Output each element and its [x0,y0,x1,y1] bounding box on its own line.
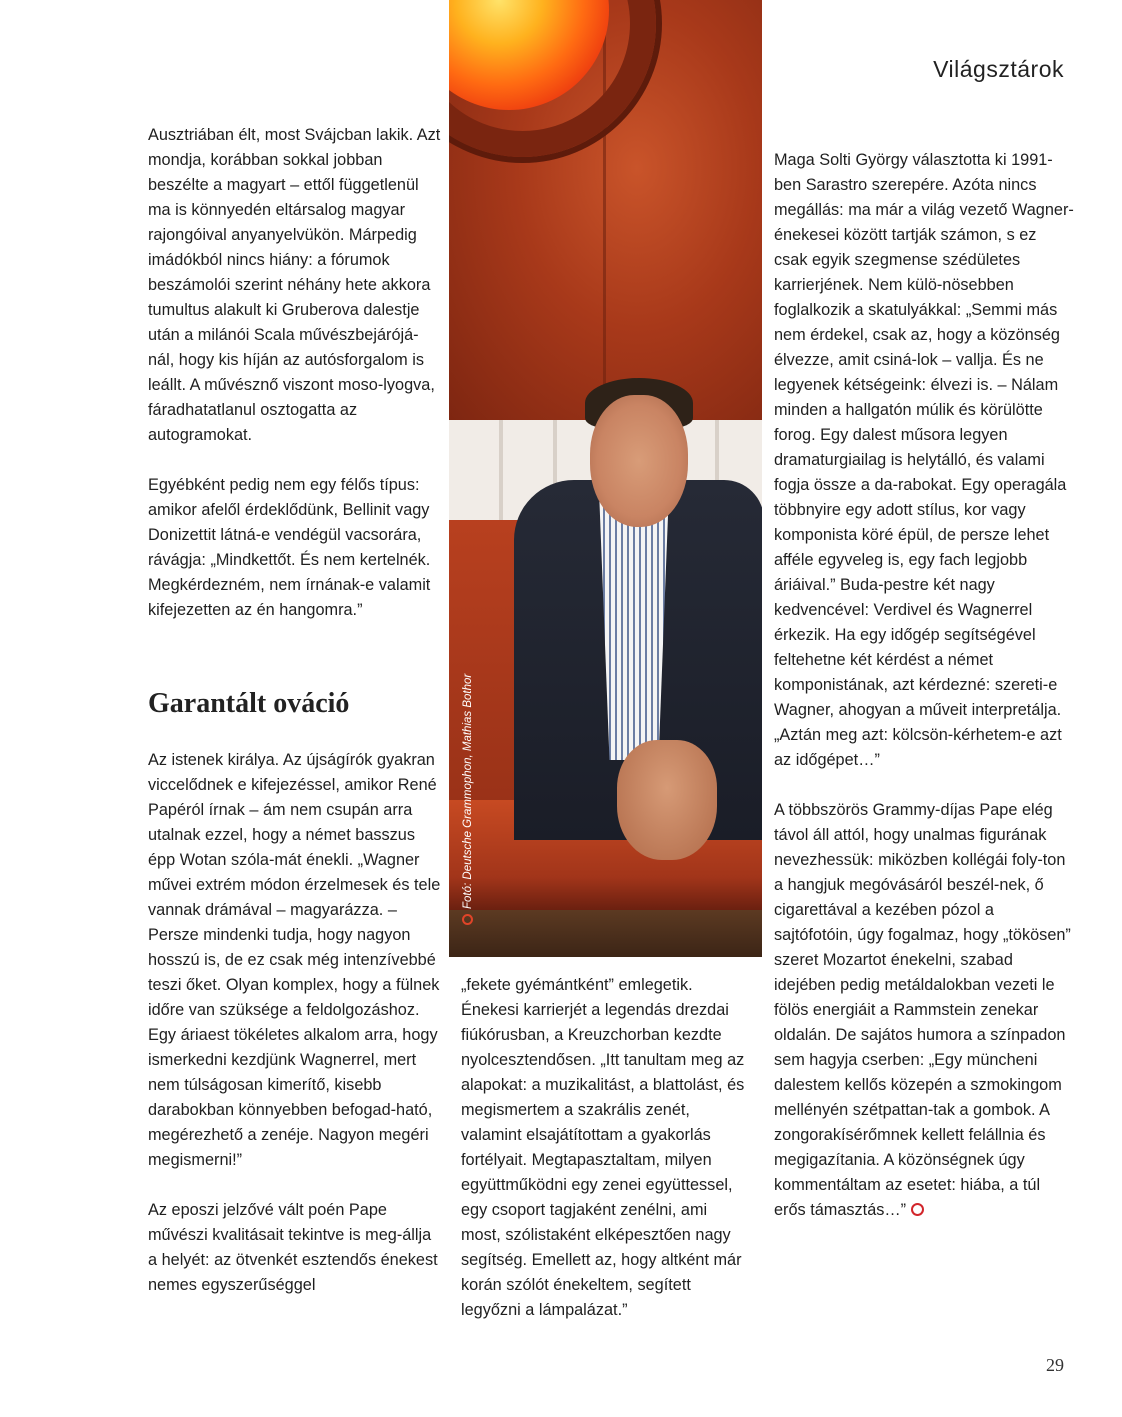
right-column [774,148,1074,1223]
end-mark-icon [911,1203,924,1216]
paragraph: Egyébként pedig nem egy félős típus: amikor afelől érdeklődünk, Bellinit vagy Donizettit látná-e vendégül vacsorára, rávágja: „Mindkettőt. És nem kertelnék. Megkérdezném, nem írnának-e valamit kifejezetten az én hangomra.” [148,476,431,619]
paragraph: Maga Solti György választotta ki 1991-ben Sarastro szerepére. Azóta nincs megállás: ma már a világ vezető Wagner-énekesei között tartják számon, s ez csak egyik szegmense szédületes karrierjének. Nem külö-nösebben foglalkozik a skatulyákkal: „Semmi más nem érdekel, csak az, hogy a közönség élvezze, amit csiná-lok – vallja. És ne legyenek kétségeink: élvezi is. – Nálam minden a hallgatón múlik és körülötte forog. Egy dalest műsora legyen dramaturgiailag is helytálló, és valami fogja össze a da-rabokat. Egy operagála többnyire egy adott stílus, kor vagy komponista köré épül, de persze lehet afféle egyveleg is, egy fach legjobb áriáival.” Buda-pestre két nagy kedvencével: Verdivel és Wagnerrel érkezik. Ha egy időgép segítségével feltehetne két kérdést a német komponistának, azt kérdezné: szereti-e Wagner, ahogyan a műveit interpretálja. „Aztán meg azt: kölcsön-kérhetem-e azt az időgépet…” [774,151,1074,769]
paragraph-final [774,798,1074,1223]
paragraph: Az eposzi jelzővé vált poén Pape művészi kvalitásait tekintve is meg-állja a helyét: az ötvenkét esztendős énekest nemes egyszerűséggel [148,1201,438,1294]
left-column-continued [148,748,444,1298]
photo-credit [462,674,474,925]
paragraph: „fekete gyémántként” emlegetik. Énekesi karrierjét a legendás drezdai fiúkórusban, a Kreuzchorban kezdte nyolcesztendősen. „Itt tanultam meg az alapokat: a muzikalitást, a blattolást, és megismertem a szakrális zenét, valamint elsajátítottam a gyakorlás fortélyait. Megtapasztaltam, milyen együttműködni egy zenei együttessel, egy csoport tagjaként zenélni, ami most, szólistaként elképesztően nagy segítség. Emellett az, hogy altként már korán szólót énekeltem, segített legyőzni a lámpalázat.” [461,976,745,1319]
paragraph: Az istenek királya. Az újságírók gyakran viccelődnek e kifejezéssel, amikor René Papéról írnak – ám nem csupán arra utalnak ezzel, hogy a német basszus épp Wotan szóla-mát énekli. „Wagner művei extrém módon érzelmesek és tele vannak drámával – magyarázza. – Persze mindenki tudja, hogy nagyon hosszú is, de ez csak még intenzívebbé teszi őket. Olyan komplex, hogy a fülnek időre van szüksége a feldolgozáshoz. Egy áriaest tökéletes alkalom arra, hogy ismerkedni kezdjünk Wagnerrel, mert nem túlságosan kimerítő, kisebb darabokban könnyebben befogad-ható, megérezhető a zenéje. Nagyon megéri megismerni!” [148,751,441,1169]
circle-mark-icon [462,914,473,925]
subheading: Garantált ováció [148,688,350,719]
photo-credit-text: Fotó: Deutsche Grammophon, Mathias Bothor [462,673,474,909]
paragraph-text: A többszörös Grammy-díjas Pape elég távol áll attól, hogy unalmas figurának nevezhessük: miközben kollégái foly-ton a hangjuk megóvásáról beszél-nek, ő cigarettával a kezében pózol a sajtófotóin, úgy fogalmaz, hogy „tökösen” szeret Mozartot énekelni, szabad idejében pedig metáldalokban vezeti le fölös energiáit a Rammstein zenekar oldalán. De sajátos humora a színpadon sem hagyja cserben: „Egy müncheni dalestem kellős közepén a szmokingom mellényén szétpattan-tak a gombok. A zongorakísérőmnek kellett felállnia és megigazítania. A közönségnek úgy kommentáltam az esetet: hiába, a túl erős támasztás…” [774,801,1071,1219]
paragraph: Ausztriában élt, most Svájcban lakik. Azt mondja, korábban sokkal jobban beszélte a magyart – ettől függetlenül ma is könnyedén eltársalog magyar rajongóival anyanyelvükön. Márpedig imádókból nincs hiány: a fórumok beszámolói szerint néhány hete akkora tumultus alakult ki Gruberova dalestje után a milánói Scala művészbejárójá-nál, hogy kis híján az autósforgalom is leállt. A művésznő viszont moso-lyogva, fáradhatatlanul osztogatta az autogramokat. [148,126,441,444]
striped-shirt [599,490,669,760]
left-column [148,123,444,623]
middle-column [461,973,751,1323]
portrait-photo [449,0,762,957]
clasped-hands [617,740,717,860]
head [590,395,688,527]
section-label: Világsztárok [933,56,1064,82]
page-number: 29 [1046,1355,1064,1375]
